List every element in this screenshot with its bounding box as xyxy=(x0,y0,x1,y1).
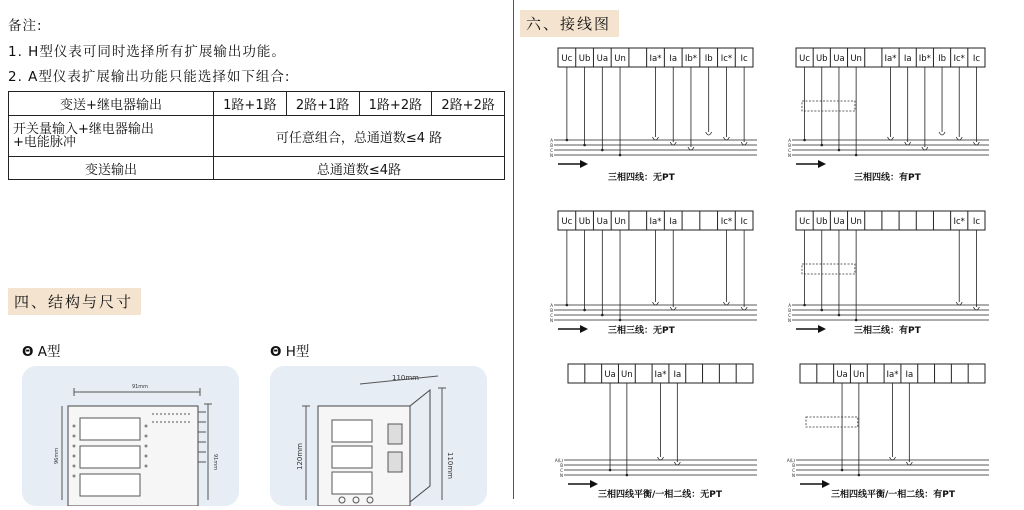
dim-width-label: 91mm xyxy=(131,384,149,390)
diagram-caption: 三相四线平衡/一相二线：有PT xyxy=(831,490,956,500)
ct-coil xyxy=(741,142,747,145)
bus-label: B xyxy=(788,143,791,148)
terminal-label: Ib xyxy=(704,54,713,64)
bus-label: N xyxy=(550,318,553,323)
terminal-label: Ia* xyxy=(649,54,662,64)
ct-coil xyxy=(723,137,729,140)
type-marker-icon: Θ xyxy=(22,344,34,360)
arrow-head xyxy=(580,160,588,168)
bus-label: A xyxy=(788,138,791,143)
bus-label: B xyxy=(788,308,791,313)
bus-label: A xyxy=(550,138,553,143)
arrow-head xyxy=(822,480,830,488)
terminal-label: Ua xyxy=(833,54,845,64)
terminal-label: Ua xyxy=(596,217,609,227)
ct-coil xyxy=(956,302,962,305)
terminal-label: Ic* xyxy=(953,54,965,64)
diagram-caption: 三相四线：无PT xyxy=(608,173,675,183)
bus-label: N xyxy=(560,473,563,478)
bus-label: A(L) xyxy=(786,458,795,463)
terminal-label: Ic xyxy=(972,217,981,227)
dim-height-label: 110mm xyxy=(446,452,454,479)
ct-coil xyxy=(888,137,894,140)
ct-coil xyxy=(973,142,979,145)
type-h-text: H型 xyxy=(285,344,310,360)
arrow-head xyxy=(818,160,826,168)
junction-dot xyxy=(601,149,604,152)
terminal-label: Ia xyxy=(669,54,678,64)
terminal-label: Uc xyxy=(799,54,811,64)
type-marker-icon: Θ xyxy=(270,344,282,360)
type-a-text: A型 xyxy=(37,344,61,360)
table-cell: 总通道数≤4路 xyxy=(214,157,505,180)
arrow-head xyxy=(590,480,598,488)
notes-heading: 备注: xyxy=(8,18,43,34)
terminal-label: Ub xyxy=(815,217,828,227)
terminal-label: Ib* xyxy=(918,54,931,64)
terminal-label: Un xyxy=(621,370,633,380)
junction-dot xyxy=(855,319,858,322)
terminal-label: Ub xyxy=(578,54,591,64)
bus-label: C xyxy=(550,313,553,318)
table-cell: 变送输出 xyxy=(9,157,214,180)
junction-dot xyxy=(566,304,569,307)
terminal-label: Ua xyxy=(833,217,845,227)
junction-dot xyxy=(583,144,586,147)
terminal-label: Uc xyxy=(561,217,573,227)
terminal-label: Ib xyxy=(938,54,946,64)
junction-dot xyxy=(803,139,806,142)
bus-label: C xyxy=(550,148,553,153)
terminal-label: Ua xyxy=(836,370,848,380)
junction-dot xyxy=(626,474,629,477)
table-cell: 1路+1路 xyxy=(214,92,287,116)
table-cell: 变送+继电器输出 xyxy=(9,92,214,116)
dim-side-label: 96mm xyxy=(54,447,60,464)
terminal-label: Ic xyxy=(972,54,981,64)
section-6-title: 六、接线图 xyxy=(520,10,619,37)
terminal-label: Ia xyxy=(669,217,678,227)
junction-dot xyxy=(855,154,858,157)
ct-coil xyxy=(956,137,962,140)
ct-coil xyxy=(905,142,911,145)
diagram-caption: 三相三线：无PT xyxy=(608,326,675,336)
junction-dot xyxy=(566,139,569,142)
junction-dot xyxy=(838,314,841,317)
ct-coil xyxy=(653,302,659,305)
terminal-label: Ia xyxy=(903,54,912,64)
bus-label: B xyxy=(792,463,795,468)
ct-coil xyxy=(706,132,712,135)
terminal-label: Ic* xyxy=(953,217,965,227)
terminal-label: Ic* xyxy=(720,54,733,64)
diagram-caption: 三相三线：有PT xyxy=(854,326,921,336)
section-4-title: 四、结构与尺寸 xyxy=(8,288,141,315)
bus-label: A xyxy=(550,303,553,308)
bus-label: N xyxy=(788,318,791,323)
bus-label: C xyxy=(788,313,791,318)
junction-dot xyxy=(619,154,622,157)
ct-coil xyxy=(973,307,979,310)
cell-line: +电能脉冲 xyxy=(13,135,76,150)
dim-width-label: 110mm xyxy=(392,374,419,382)
terminal-label: Ia xyxy=(673,370,682,380)
ct-coil xyxy=(890,457,896,460)
junction-dot xyxy=(838,149,841,152)
terminal-label: Ia* xyxy=(649,217,662,227)
terminal-label: Ia* xyxy=(884,54,897,64)
diagram-caption: 三相四线：有PT xyxy=(854,173,921,183)
terminal-label: Ia* xyxy=(886,370,899,380)
notes-line-1: 1. H型仪表可同时选择所有扩展输出功能。 xyxy=(8,44,286,60)
bus-label: A(L) xyxy=(554,458,563,463)
terminal-label: Ic xyxy=(740,54,748,64)
dim-side-label: 120mm xyxy=(296,443,304,470)
pt-transformer xyxy=(802,101,855,111)
junction-dot xyxy=(583,309,586,312)
junction-dot xyxy=(820,309,823,312)
junction-dot xyxy=(619,319,622,322)
pt-transformer xyxy=(806,417,858,427)
bus-label: B xyxy=(560,463,563,468)
terminal-label: Ic xyxy=(740,217,748,227)
terminal-label: Un xyxy=(614,54,626,64)
terminal-label: Un xyxy=(614,217,626,227)
cell-line: 开关量输入+继电器输出 xyxy=(13,122,154,137)
terminal-label: Uc xyxy=(799,217,811,227)
table-cell: 2路+1路 xyxy=(286,92,359,116)
terminal-label: Ib* xyxy=(684,54,698,64)
ct-coil xyxy=(670,307,676,310)
junction-dot xyxy=(820,144,823,147)
dim-height-label: 91mm xyxy=(212,454,218,471)
terminal-label: Ic* xyxy=(720,217,733,227)
terminal-label: Ub xyxy=(815,54,828,64)
terminal-label: Uc xyxy=(561,54,573,64)
ct-coil xyxy=(939,132,945,135)
bus-label: C xyxy=(792,468,795,473)
ct-coil xyxy=(674,462,680,465)
terminal-label: Ua xyxy=(604,370,616,380)
terminal-label: Ia xyxy=(905,370,914,380)
arrow-head xyxy=(818,325,826,333)
bus-label: N xyxy=(788,153,791,158)
arrow-head xyxy=(580,325,588,333)
bus-label: C xyxy=(560,468,563,473)
ct-coil xyxy=(653,137,659,140)
bus-label: B xyxy=(550,143,553,148)
junction-dot xyxy=(858,474,861,477)
bus-label: N xyxy=(792,473,795,478)
bus-label: B xyxy=(550,308,553,313)
diagram-caption: 三相四线平衡/一相二线：无PT xyxy=(598,490,723,500)
ct-coil xyxy=(741,307,747,310)
terminal-label: Un xyxy=(850,54,862,64)
notes-line-2: 2. A型仪表扩展输出功能只能选择如下组合: xyxy=(8,69,291,85)
table-cell: 可任意组合，总通道数≤4 路 xyxy=(214,116,505,157)
terminal-label: Ub xyxy=(578,217,591,227)
terminal-label: Un xyxy=(850,217,862,227)
ct-coil xyxy=(922,147,928,150)
junction-dot xyxy=(841,469,844,472)
junction-dot xyxy=(601,314,604,317)
bus-label: N xyxy=(550,153,553,158)
pt-transformer xyxy=(802,264,855,274)
ct-coil xyxy=(658,457,664,460)
bus-label: A xyxy=(788,303,791,308)
table-cell: 2路+2路 xyxy=(432,92,505,116)
ct-coil xyxy=(906,462,912,465)
ct-coil xyxy=(688,147,694,150)
ct-coil xyxy=(670,142,676,145)
terminal-label: Ia* xyxy=(654,370,667,380)
bus-label: C xyxy=(788,148,791,153)
junction-dot xyxy=(803,304,806,307)
table-cell: 1路+2路 xyxy=(359,92,432,116)
terminal-label: Ua xyxy=(596,54,609,64)
terminal-label: Un xyxy=(853,370,865,380)
junction-dot xyxy=(609,469,612,472)
ct-coil xyxy=(723,302,729,305)
